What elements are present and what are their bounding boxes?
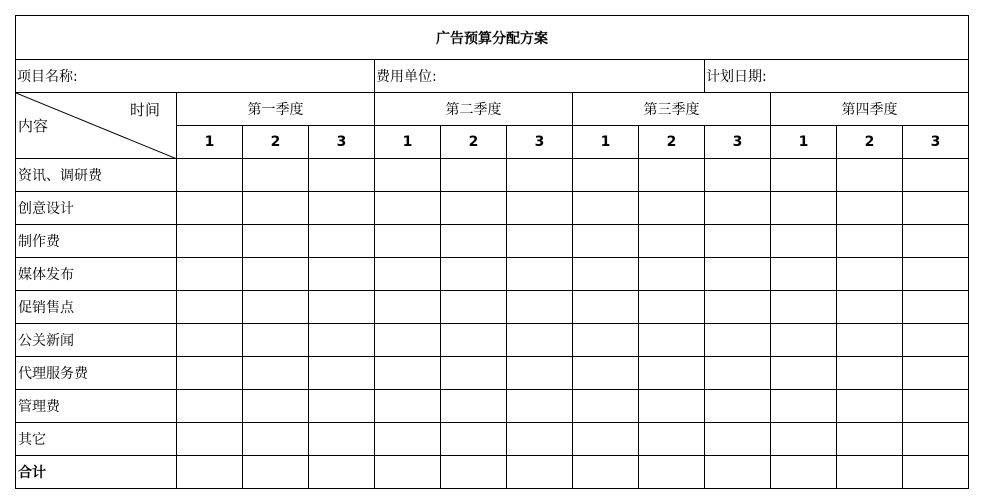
data-cell[interactable] [375, 456, 441, 489]
data-cell[interactable] [771, 192, 837, 225]
month-header-cell[interactable]: 1 [375, 126, 441, 159]
data-cell[interactable] [705, 159, 771, 192]
data-cell[interactable] [573, 225, 639, 258]
month-header-cell[interactable]: 3 [507, 126, 573, 159]
row-label-cell[interactable]: 合计 [16, 456, 177, 489]
data-cell[interactable] [243, 324, 309, 357]
data-cell[interactable] [507, 192, 573, 225]
data-cell[interactable] [639, 423, 705, 456]
data-cell[interactable] [507, 291, 573, 324]
data-cell[interactable] [837, 225, 903, 258]
data-cell[interactable] [639, 390, 705, 423]
data-cell[interactable] [903, 324, 969, 357]
table-row [16, 324, 969, 357]
table-row [16, 423, 969, 456]
quarter-header-2[interactable]: 第二季度 [375, 93, 573, 126]
data-cell[interactable] [573, 192, 639, 225]
table-row [16, 192, 969, 225]
quarter-header-1[interactable]: 第一季度 [177, 93, 375, 126]
data-cell[interactable] [639, 192, 705, 225]
data-cell[interactable] [441, 423, 507, 456]
data-cell[interactable] [177, 456, 243, 489]
data-cell[interactable] [441, 258, 507, 291]
quarter-header-row [16, 93, 969, 126]
corner-content-label: 内容 [18, 117, 49, 135]
data-cell[interactable] [837, 159, 903, 192]
data-cell[interactable] [573, 258, 639, 291]
data-cell[interactable] [243, 159, 309, 192]
data-cell[interactable] [705, 291, 771, 324]
data-cell[interactable] [837, 456, 903, 489]
data-cell[interactable] [573, 291, 639, 324]
month-header-cell[interactable]: 1 [771, 126, 837, 159]
data-cell[interactable] [573, 324, 639, 357]
data-cell[interactable] [243, 423, 309, 456]
row-label-cell[interactable]: 媒体发布 [16, 258, 177, 291]
table-row [16, 390, 969, 423]
data-cell[interactable] [309, 456, 375, 489]
data-cell[interactable] [837, 258, 903, 291]
data-cell[interactable] [507, 390, 573, 423]
data-cell[interactable] [309, 258, 375, 291]
data-cell[interactable] [441, 291, 507, 324]
data-cell[interactable] [573, 423, 639, 456]
month-header-cell[interactable]: 2 [837, 126, 903, 159]
data-cell[interactable] [705, 258, 771, 291]
data-cell[interactable] [507, 423, 573, 456]
data-cell[interactable] [639, 291, 705, 324]
data-cell[interactable] [903, 423, 969, 456]
corner-header-cell[interactable] [16, 93, 177, 159]
data-cell[interactable] [639, 159, 705, 192]
data-cell[interactable] [375, 357, 441, 390]
data-cell[interactable] [375, 159, 441, 192]
data-cell[interactable] [243, 456, 309, 489]
data-cell[interactable] [309, 291, 375, 324]
data-cell[interactable] [309, 390, 375, 423]
data-cell[interactable] [837, 423, 903, 456]
data-cell[interactable] [639, 225, 705, 258]
data-cell[interactable] [771, 357, 837, 390]
data-cell[interactable] [375, 258, 441, 291]
data-cell[interactable] [573, 357, 639, 390]
month-header-cell[interactable]: 2 [243, 126, 309, 159]
data-cell[interactable] [705, 324, 771, 357]
data-cell[interactable] [243, 225, 309, 258]
data-cell[interactable] [837, 390, 903, 423]
data-cell[interactable] [375, 324, 441, 357]
data-cell[interactable] [903, 291, 969, 324]
table-row [16, 456, 969, 489]
data-cell[interactable] [441, 357, 507, 390]
data-cell[interactable] [705, 456, 771, 489]
data-cell[interactable] [243, 357, 309, 390]
data-cell[interactable] [837, 192, 903, 225]
data-cell[interactable] [639, 258, 705, 291]
quarter-header-4[interactable]: 第四季度 [771, 93, 969, 126]
data-cell[interactable] [507, 357, 573, 390]
title-row [16, 16, 969, 60]
data-cell[interactable] [375, 291, 441, 324]
data-cell[interactable] [441, 324, 507, 357]
data-cell[interactable] [507, 159, 573, 192]
table-row [16, 291, 969, 324]
data-cell[interactable] [705, 423, 771, 456]
data-cell[interactable] [309, 357, 375, 390]
row-label-cell[interactable]: 其它 [16, 423, 177, 456]
data-cell[interactable] [903, 258, 969, 291]
data-cell[interactable] [903, 225, 969, 258]
month-header-cell[interactable]: 2 [441, 126, 507, 159]
quarter-header-3[interactable]: 第三季度 [573, 93, 771, 126]
data-cell[interactable] [837, 291, 903, 324]
data-cell[interactable] [771, 390, 837, 423]
data-cell[interactable] [375, 423, 441, 456]
data-cell[interactable] [903, 390, 969, 423]
data-cell[interactable] [177, 192, 243, 225]
data-cell[interactable] [837, 324, 903, 357]
row-label-cell[interactable]: 管理费 [16, 390, 177, 423]
data-cell[interactable] [243, 192, 309, 225]
row-label-cell[interactable]: 代理服务费 [16, 357, 177, 390]
data-cell[interactable] [903, 456, 969, 489]
project-name-cell[interactable]: 项目名称: [16, 60, 375, 93]
month-header-cell[interactable]: 1 [573, 126, 639, 159]
data-cell[interactable] [177, 324, 243, 357]
corner-time-label: 时间 [129, 101, 160, 119]
data-cell[interactable] [705, 192, 771, 225]
table-row [16, 357, 969, 390]
data-cell[interactable] [837, 357, 903, 390]
row-label-cell[interactable]: 资讯、调研费 [16, 159, 177, 192]
data-cell[interactable] [441, 225, 507, 258]
data-cell[interactable] [243, 291, 309, 324]
data-cell[interactable] [507, 456, 573, 489]
data-cell[interactable] [639, 357, 705, 390]
data-cell[interactable] [309, 192, 375, 225]
data-cell[interactable] [441, 159, 507, 192]
budget-table [15, 15, 969, 489]
data-cell[interactable] [507, 258, 573, 291]
data-cell[interactable] [573, 456, 639, 489]
month-header-cell[interactable]: 3 [903, 126, 969, 159]
month-header-cell[interactable]: 1 [177, 126, 243, 159]
data-cell[interactable] [573, 390, 639, 423]
row-label-cell[interactable]: 促销售点 [16, 291, 177, 324]
data-cell[interactable] [375, 225, 441, 258]
month-header-cell[interactable]: 3 [309, 126, 375, 159]
data-cell[interactable] [573, 159, 639, 192]
table-row [16, 225, 969, 258]
table-row [16, 159, 969, 192]
data-cell[interactable] [309, 159, 375, 192]
data-cell[interactable] [375, 192, 441, 225]
row-label-cell[interactable]: 创意设计 [16, 192, 177, 225]
data-cell[interactable] [441, 456, 507, 489]
data-cell[interactable] [771, 324, 837, 357]
data-cell[interactable] [309, 423, 375, 456]
data-cell[interactable] [309, 225, 375, 258]
data-cell[interactable] [507, 324, 573, 357]
unit-cell[interactable]: 费用单位: [375, 60, 705, 93]
month-header-cell[interactable]: 2 [639, 126, 705, 159]
data-cell[interactable] [705, 390, 771, 423]
data-cell[interactable] [243, 258, 309, 291]
data-cell[interactable] [639, 456, 705, 489]
data-cell[interactable] [507, 225, 573, 258]
data-cell[interactable] [441, 192, 507, 225]
data-cell[interactable] [177, 291, 243, 324]
info-row [16, 60, 969, 93]
data-cell[interactable] [771, 159, 837, 192]
data-cell[interactable] [177, 423, 243, 456]
data-cell[interactable] [177, 225, 243, 258]
data-cell[interactable] [243, 390, 309, 423]
data-cell[interactable] [771, 225, 837, 258]
data-cell[interactable] [639, 324, 705, 357]
month-header-cell[interactable]: 3 [705, 126, 771, 159]
document-title[interactable]: 广告预算分配方案 [16, 16, 969, 60]
data-cell[interactable] [903, 357, 969, 390]
data-cell[interactable] [771, 456, 837, 489]
data-cell[interactable] [771, 291, 837, 324]
row-label-cell[interactable]: 制作费 [16, 225, 177, 258]
data-cell[interactable] [309, 324, 375, 357]
data-cell[interactable] [441, 390, 507, 423]
data-cell[interactable] [177, 357, 243, 390]
plan-date-cell[interactable]: 计划日期: [705, 60, 969, 93]
data-cell[interactable] [375, 390, 441, 423]
data-cell[interactable] [903, 159, 969, 192]
row-label-cell[interactable]: 公关新闻 [16, 324, 177, 357]
data-cell[interactable] [705, 357, 771, 390]
data-cell[interactable] [177, 258, 243, 291]
table-row [16, 258, 969, 291]
data-cell[interactable] [177, 159, 243, 192]
data-cell[interactable] [903, 192, 969, 225]
data-cell[interactable] [705, 225, 771, 258]
data-cell[interactable] [771, 258, 837, 291]
data-cell[interactable] [177, 390, 243, 423]
data-cell[interactable] [771, 423, 837, 456]
